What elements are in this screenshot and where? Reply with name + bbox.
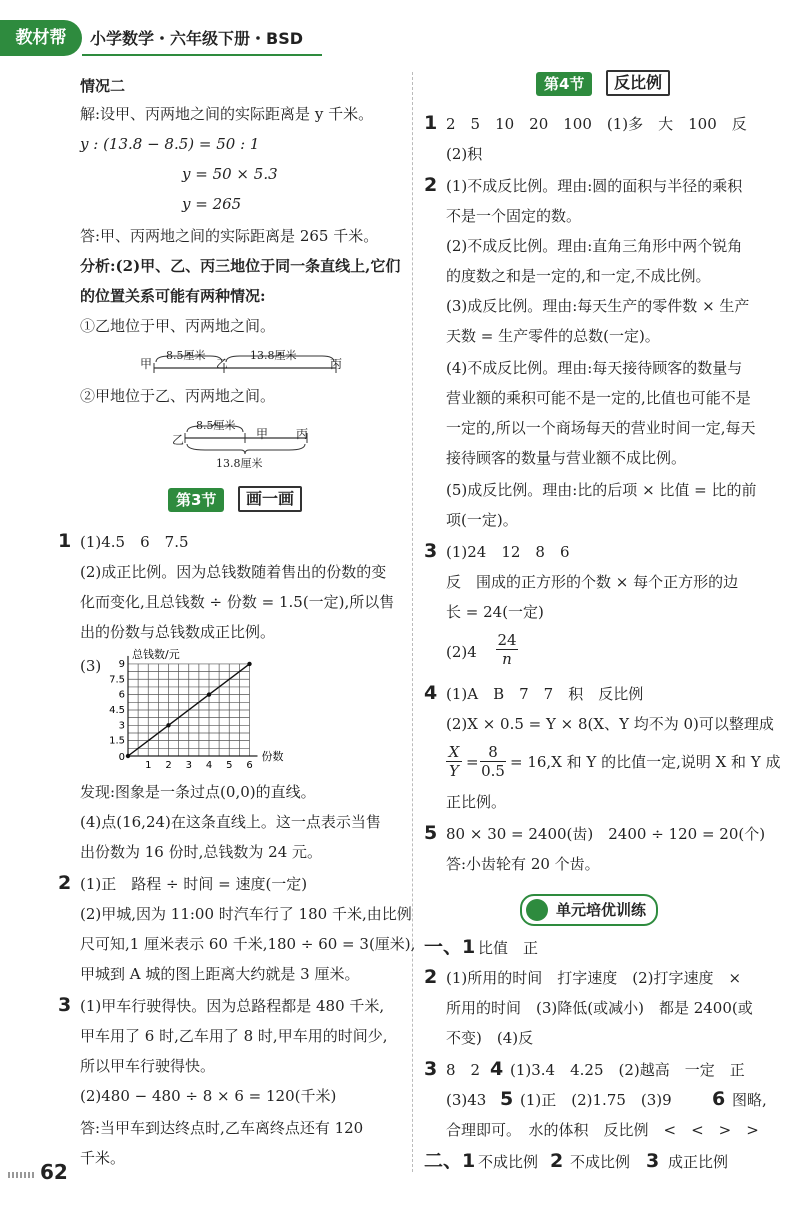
r-q1-line: (2)积 bbox=[446, 145, 483, 163]
r-q3-line: 反 围成的正方形的个数 × 每个正方形的边 bbox=[446, 573, 739, 591]
u6-line: 合理即可。 水的体积 反比例 < < > > bbox=[446, 1121, 759, 1139]
unit-training-header bbox=[520, 894, 658, 926]
case2-answer: 答:甲、丙两地之间的实际距离是 265 千米。 bbox=[80, 227, 379, 245]
case-b-line: ②甲地位于乙、丙两地之间。 bbox=[80, 387, 276, 405]
after-chart-line: 出份数为 16 份时,总钱数为 24 元。 bbox=[80, 843, 323, 861]
fraction-denominator: n bbox=[502, 650, 512, 668]
q3-line: 千米。 bbox=[80, 1149, 126, 1167]
analysis-line: 分析:(2)甲、乙、丙三地位于同一条直线上,它们 bbox=[80, 257, 401, 275]
case2-line: 解:设甲、丙两地之间的实际距离是 y 千米。 bbox=[80, 105, 374, 123]
price-chart bbox=[96, 648, 284, 776]
y-tick-label: 3 bbox=[118, 720, 125, 732]
case2-line: y : (13.8 − 8.5) = 50 : 1 bbox=[80, 135, 260, 153]
x-tick-label: 1 bbox=[145, 760, 152, 771]
diagram1-label-c: 丙 bbox=[330, 357, 343, 371]
origin-label: 0 bbox=[118, 752, 125, 763]
q3-line: 答:当甲车到达终点时,乙车离终点还有 120 bbox=[80, 1119, 364, 1137]
u5-text: (1)正 (2)1.75 (3)9 bbox=[520, 1091, 672, 1109]
section3-badge: 第3节 bbox=[168, 488, 224, 512]
question-number: 4 bbox=[424, 682, 438, 704]
q2-line: 尺可知,1 厘米表示 60 千米,180 ÷ 60 = 3(厘米), bbox=[80, 935, 416, 953]
u1-line: 比值 正 bbox=[478, 939, 539, 957]
r-q4-line: 正比例。 bbox=[446, 793, 507, 811]
r-q4-line: = 16,X 和 Y 的比值一定,说明 X 和 Y 成 bbox=[510, 753, 781, 771]
r-q3-part2: (2)4 bbox=[446, 643, 477, 661]
r-q3-line: (1)24 12 8 6 bbox=[446, 543, 570, 561]
r-q2-line: 接待顾客的数量与营业额不成比例。 bbox=[446, 449, 687, 467]
q3-line: 所以甲车行驶得快。 bbox=[80, 1057, 216, 1075]
header-title: 小学数学・六年级下册・BSD bbox=[90, 29, 304, 48]
q3-line: 甲车用了 6 时,乙车用了 8 时,甲车用的时间少, bbox=[80, 1027, 388, 1045]
r-q2-line: 的度数之和是一定的,和一定,不成比例。 bbox=[446, 267, 711, 285]
x-tick-label: 2 bbox=[165, 760, 172, 771]
diagram2-label-c: 丙 bbox=[296, 427, 309, 441]
u2-line: (1)所用的时间 打字速度 (2)打字速度 × bbox=[446, 969, 742, 987]
header-badge: 教材帮 bbox=[0, 20, 82, 56]
section4-title: 反比例 bbox=[606, 70, 670, 96]
r-q2-line: (4)不成反比例。理由:每天接待顾客的数量与 bbox=[446, 359, 743, 377]
q2-line: 甲城到 A 城的图上距离大约就是 3 厘米。 bbox=[80, 965, 360, 983]
x-tick-label: 5 bbox=[226, 760, 233, 771]
x-tick-label: 6 bbox=[246, 760, 253, 771]
data-point bbox=[247, 662, 251, 666]
fraction-denominator: 0.5 bbox=[481, 762, 505, 780]
r-q2-line: (2)不成反比例。理由:直角三角形中两个锐角 bbox=[446, 237, 743, 255]
u4-text: (1)3.4 4.25 (2)越高 一定 正 bbox=[510, 1061, 745, 1079]
question-number: 1 bbox=[58, 530, 72, 552]
q1-part3: (3) bbox=[80, 657, 102, 675]
question-number: 3 bbox=[424, 540, 438, 562]
unit-training-title: 单元培优训练 bbox=[556, 901, 647, 919]
u6-text: 图略, bbox=[732, 1091, 767, 1109]
question-number: 2 bbox=[424, 174, 438, 196]
fraction-numerator: X bbox=[448, 743, 460, 761]
diagram2-label-a: 乙 bbox=[172, 433, 185, 447]
y-tick-label: 9 bbox=[118, 658, 125, 670]
chart-icon bbox=[526, 899, 548, 921]
r-q2-line: 营业额的乘积可能不是一定的,比值也可能不是 bbox=[446, 389, 751, 407]
question-number: 2 bbox=[58, 872, 72, 894]
r-q4-line: (2)X × 0.5 = Y × 8(X、Y 均不为 0)可以整理成 bbox=[446, 715, 774, 733]
diagram1-label-a: 甲 bbox=[140, 357, 153, 371]
column-divider bbox=[412, 72, 413, 1172]
r-q2-line: 项(一定)。 bbox=[446, 511, 518, 529]
question-number: 3 bbox=[646, 1150, 660, 1172]
q1-line: 出的份数与总钱数成正比例。 bbox=[80, 623, 276, 641]
case2-line: y = 50 × 5.3 bbox=[182, 165, 278, 183]
question-number: 5 bbox=[500, 1088, 514, 1110]
x-axis-label: 份数 bbox=[261, 750, 284, 763]
section4-badge: 第4节 bbox=[536, 72, 592, 96]
r-q5-line: 80 × 30 = 2400(齿) 2400 ÷ 120 = 20(个) bbox=[446, 825, 766, 843]
u2-line: 所用的时间 (3)降低(或减小) 都是 2400(或 bbox=[446, 999, 753, 1017]
r-q3-line: 长 = 24(一定) bbox=[446, 603, 544, 621]
case2-title: 情况二 bbox=[80, 77, 126, 95]
section3-title: 画一画 bbox=[238, 486, 302, 512]
page-number-decoration bbox=[8, 1172, 34, 1178]
r-q2-line: (5)成反比例。理由:比的后项 × 比值 = 比的前 bbox=[446, 481, 757, 499]
y-tick-label: 6 bbox=[118, 689, 125, 701]
after-chart-line: (4)点(16,24)在这条直线上。这一点表示当售 bbox=[80, 813, 381, 831]
q1-line: (2)成正比例。因为总钱数随着售出的份数的变 bbox=[80, 563, 387, 581]
analysis-line: 的位置关系可能有两种情况: bbox=[80, 287, 266, 305]
header-underline bbox=[82, 54, 322, 56]
question-number: 3 bbox=[424, 1058, 438, 1080]
u3-line2: (3)43 bbox=[446, 1091, 487, 1109]
q1-line: (1)4.5 6 7.5 bbox=[80, 533, 189, 551]
diagram1-label-b: 乙 bbox=[216, 357, 229, 371]
r-q2-line: (3)成反比例。理由:每天生产的零件数 × 生产 bbox=[446, 297, 750, 315]
question-number: 1 bbox=[424, 112, 438, 134]
diagram1-seg2: 13.8厘米 bbox=[250, 349, 297, 362]
question-number: 一、1 bbox=[424, 936, 476, 958]
question-number: 2 bbox=[424, 966, 438, 988]
data-point bbox=[207, 692, 211, 696]
r-q2-line: 天数 = 生产零件的总数(一定)。 bbox=[446, 327, 660, 345]
q2-line: (1)正 路程 ÷ 时间 = 速度(一定) bbox=[80, 875, 308, 893]
r-q5-line: 答:小齿轮有 20 个齿。 bbox=[446, 855, 600, 873]
y-tick-label: 4.5 bbox=[109, 704, 125, 716]
u2-line: 不变) (4)反 bbox=[446, 1029, 534, 1047]
q2-line: (2)甲城,因为 11:00 时汽车行了 180 千米,由比例 bbox=[80, 905, 412, 923]
r-q3-fraction bbox=[496, 632, 518, 667]
u3-text: 8 2 bbox=[446, 1061, 481, 1079]
data-point bbox=[126, 754, 130, 758]
r-q2-line: (1)不成反比例。理由:圆的面积与半径的乘积 bbox=[446, 177, 743, 195]
q3-line: (2)480 − 480 ÷ 8 × 6 = 120(千米) bbox=[80, 1087, 337, 1105]
y-tick-label: 1.5 bbox=[109, 735, 125, 747]
y-tick-label: 7.5 bbox=[109, 674, 125, 686]
r-q2-line: 一定的,所以一个商场每天的营业时间一定,每天 bbox=[446, 419, 756, 437]
u-part2-text: 不成比例 bbox=[570, 1153, 631, 1171]
diagram2-seg2: 13.8厘米 bbox=[216, 457, 263, 470]
x-tick-label: 4 bbox=[205, 760, 213, 771]
y-axis-label: 总钱数/元 bbox=[132, 648, 180, 661]
fraction-numerator: 8 bbox=[488, 743, 498, 761]
question-number: 6 bbox=[712, 1088, 726, 1110]
diagram2-seg1: 8.5厘米 bbox=[196, 419, 236, 432]
question-number: 2 bbox=[550, 1150, 564, 1172]
fraction-numerator: 24 bbox=[497, 631, 517, 649]
diagram2-label-b: 甲 bbox=[256, 427, 269, 441]
r-q4-fraction-2 bbox=[480, 744, 506, 779]
r-q2-line: 不是一个固定的数。 bbox=[446, 207, 582, 225]
question-number: 4 bbox=[490, 1058, 504, 1080]
x-tick-label: 3 bbox=[185, 760, 192, 771]
u-part2-text: 不成比例 bbox=[478, 1153, 539, 1171]
data-point bbox=[166, 723, 170, 727]
diagram1-seg1: 8.5厘米 bbox=[166, 349, 206, 362]
question-number: 3 bbox=[58, 994, 72, 1016]
analysis-line: ①乙地位于甲、丙两地之间。 bbox=[80, 317, 276, 335]
case2-line: y = 265 bbox=[182, 195, 242, 213]
question-number: 二、1 bbox=[424, 1150, 476, 1172]
page-number: 62 bbox=[40, 1160, 68, 1184]
question-number: 5 bbox=[424, 822, 438, 844]
q3-line: (1)甲车行驶得快。因为总路程都是 480 千米, bbox=[80, 997, 385, 1015]
r-q4-line: (1)A B 7 7 积 反比例 bbox=[446, 685, 644, 703]
r-q1-line: 2 5 10 20 100 (1)多 大 100 反 bbox=[446, 115, 747, 133]
fraction-denominator: Y bbox=[449, 762, 459, 780]
after-chart-line: 发现:图象是一条过点(0,0)的直线。 bbox=[80, 783, 316, 801]
u-part2-text: 成正比例 bbox=[668, 1153, 729, 1171]
r-q4-fraction-1 bbox=[446, 744, 462, 779]
q1-line: 化而变化,且总钱数 ÷ 份数 = 1.5(一定),所以售 bbox=[80, 593, 395, 611]
r-q4-equals: = bbox=[466, 753, 479, 771]
